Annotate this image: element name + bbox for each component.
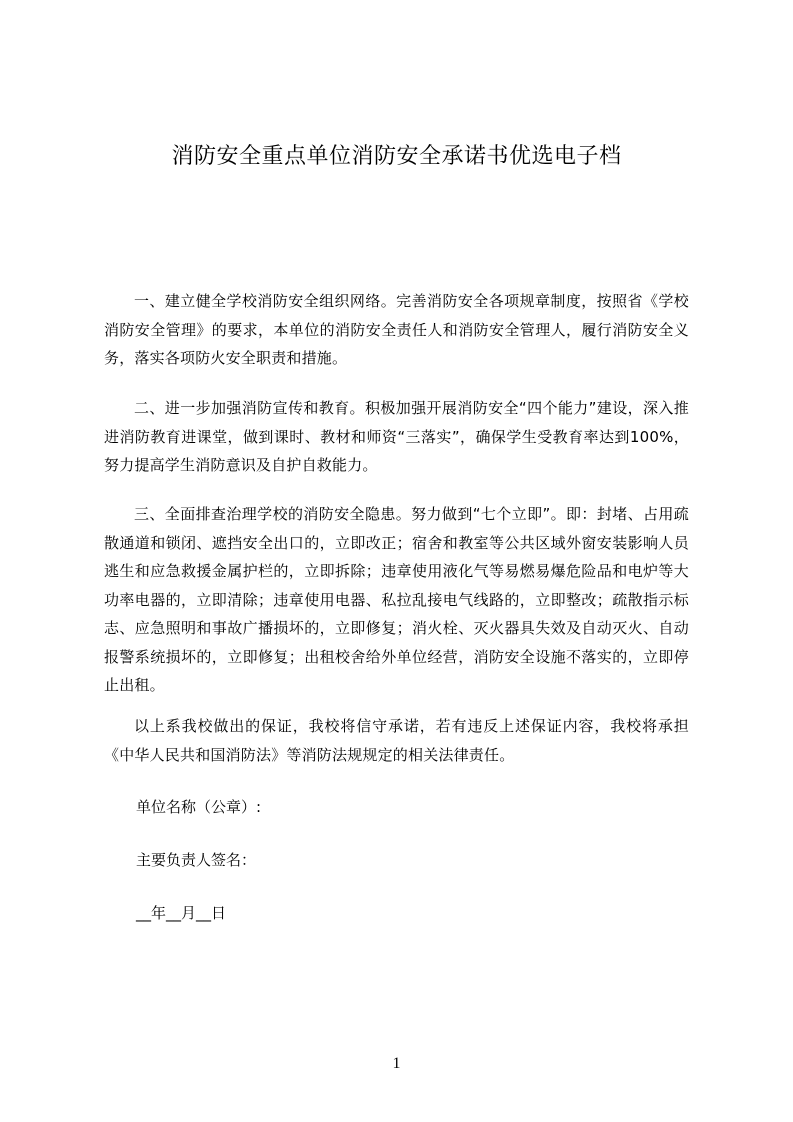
paragraph-commitment-statement: 以上系我校做出的保证，我校将信守承诺，若有违反上述保证内容，我校将承担《中华人民共和国消防法》等消防法规规定的相关法律责任。	[104, 717, 689, 764]
unit-name-label: 单位名称（公章）:	[136, 798, 262, 816]
document-title: 消防安全重点单位消防安全承诺书优选电子档	[171, 144, 622, 169]
page-number: 1	[392, 1055, 401, 1072]
paragraph-fire-education: 二、进一步加强消防宣传和教育。积极加强开展消防安全“四个能力”建设，深入推进消防教育进课堂，做到课时、教材和师资“三落实”，确保学生受教育率达到100%，努力提高学生消防意识及自护自救能力。	[104, 399, 689, 474]
paragraph-fire-safety-organization: 一、建立健全学校消防安全组织网络。完善消防安全各项规章制度，按照省《学校消防安全管理》的要求，本单位的消防安全责任人和消防安全管理人，履行消防安全义务，落实各项防火安全职责和措施。	[104, 292, 689, 367]
responsible-person-signature-label: 主要负责人签名：	[136, 851, 257, 869]
date-line: __年__月__日	[136, 904, 227, 922]
paragraph-hazard-inspection: 三、全面排查治理学校的消防安全隐患。努力做到“七个立即”。即：封堵、占用疏散通道和锁闭、遮挡安全出口的，立即改正；宿舍和教室等公共区域外窗安装影响人员逃生和应急救援金属护栏的，立即拆除；违章使用液化气等易燃易爆危险品和电炉等大功率电器的，立即清除；违章使用电器、私拉乱接电气线路的，立即整改；疏散指示标志、应急照明和事故广播损坏的，立即修复；消火栓、灭火器具失效及自动灭火、自动报警系统损坏的，立即修复；出租校舍给外单位经营，消防安全设施不落实的，立即停止出租。	[104, 505, 689, 694]
